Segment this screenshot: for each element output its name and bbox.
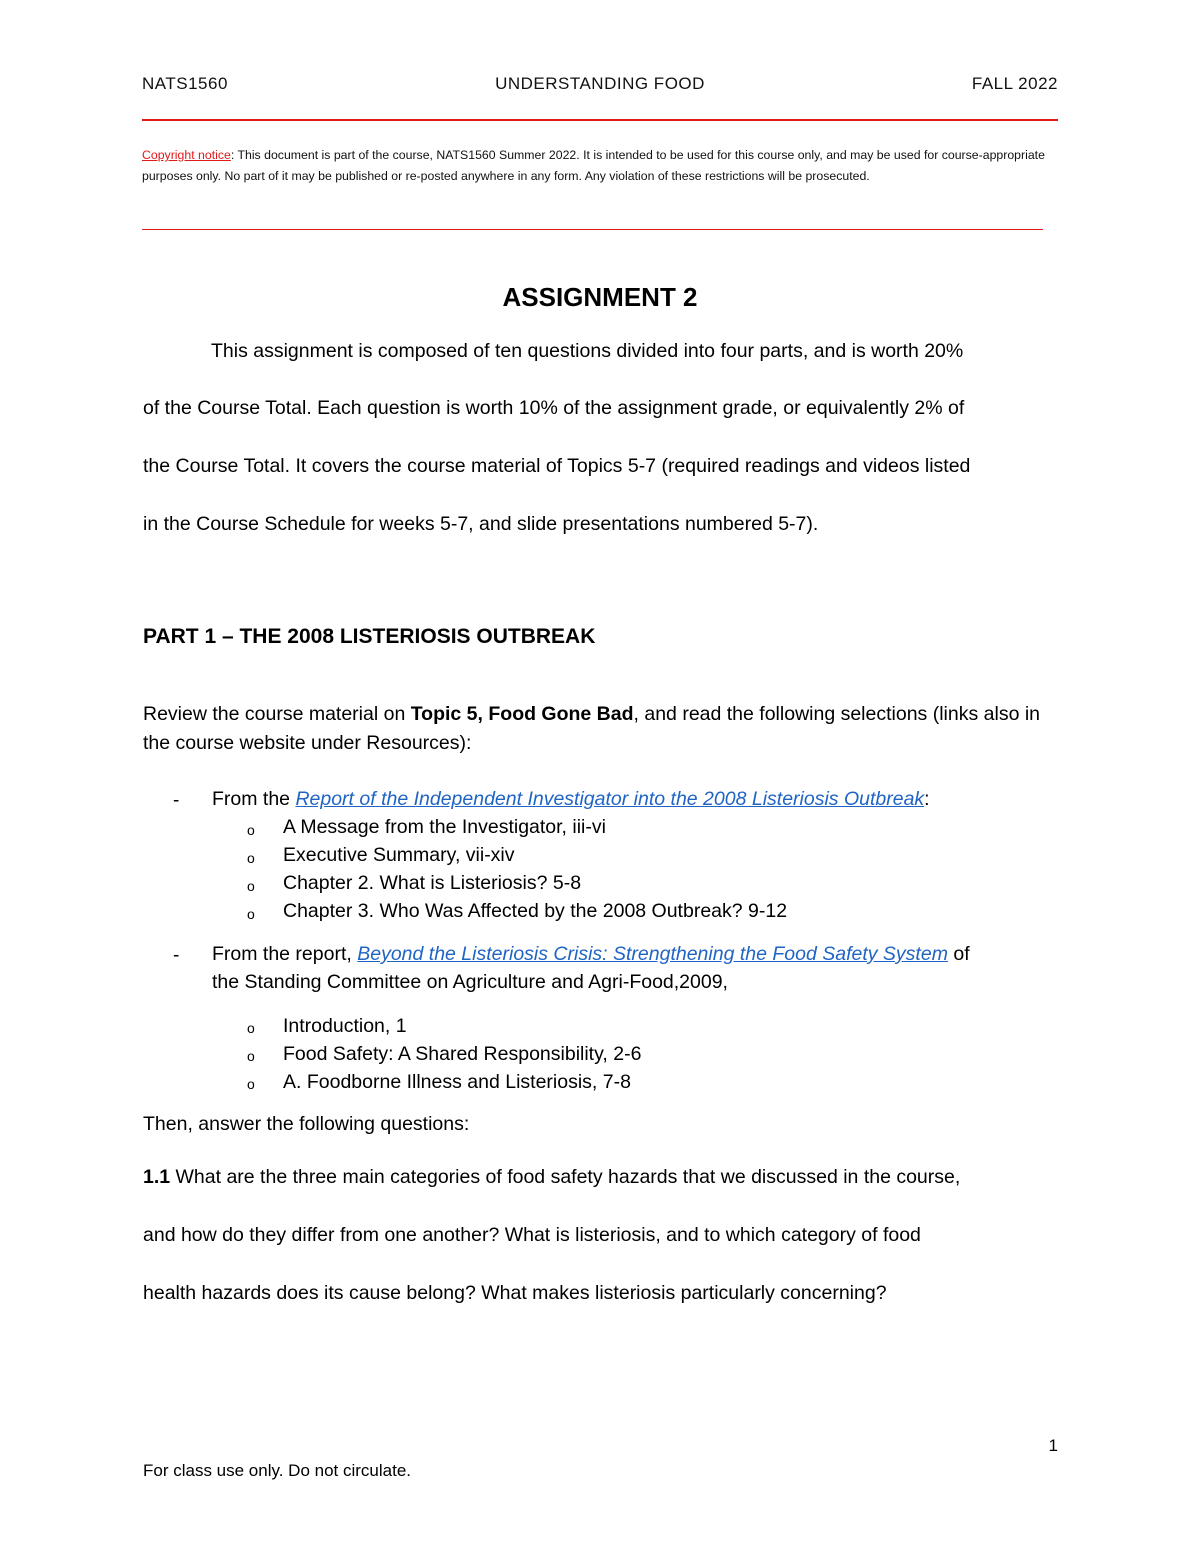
question-1-1-line: and how do they differ from one another? What is listeriosis, and to which category of food <box>143 1224 921 1246</box>
circle-bullet: o <box>247 822 255 838</box>
review-text: , and read the following selections (links also in the course website under Resources): <box>143 703 1041 754</box>
copyright-notice <box>142 145 1047 187</box>
source-2-link[interactable]: Beyond the Listeriosis Crisis: Strengthening the Food Safety System <box>357 943 948 965</box>
page-number: 1 <box>1048 1436 1058 1455</box>
question-1-1-line <box>143 1166 960 1189</box>
source-2-suffix: of <box>947 943 970 965</box>
circle-bullet: o <box>247 906 255 922</box>
review-topic: Topic 5, Food Gone Bad <box>410 703 634 725</box>
source-1-item: Chapter 3. Who Was Affected by the 2008 Outbreak? 9-12 <box>283 900 788 922</box>
source-2-prefix: From the report, <box>212 943 358 965</box>
circle-bullet: o <box>247 1048 255 1064</box>
source-2-line <box>212 943 970 966</box>
source-1-line <box>212 788 930 811</box>
source-1-item: Chapter 2. What is Listeriosis? 5-8 <box>283 872 582 894</box>
copyright-notice-text: : This document is part of the course, NATS1560 Summer 2022. It is intended to be used for this course only, and may be used for course-appropriate purposes only. No part of it may be published or re-posted anywhere in any form. Any violation of these restrictions will be prosecuted. <box>142 148 1045 183</box>
header-course-title: UNDERSTANDING FOOD <box>495 74 705 93</box>
circle-bullet: o <box>247 1076 255 1092</box>
intro-line: the Course Total. It covers the course material of Topics 5-7 (required readings and videos listed <box>143 455 971 477</box>
review-text: Review the course material on <box>143 703 411 725</box>
page-title: ASSIGNMENT 2 <box>502 282 698 312</box>
copyright-notice-label: Copyright notice <box>142 148 231 162</box>
source-1-prefix: From the <box>212 788 296 810</box>
source-1-item: Executive Summary, vii-xiv <box>283 844 515 866</box>
then-instruction: Then, answer the following questions: <box>143 1113 470 1135</box>
intro-line: of the Course Total. Each question is worth 10% of the assignment grade, or equivalently 2% of <box>143 397 965 419</box>
source-1-link[interactable]: Report of the Independent Investigator into the 2008 Listeriosis Outbreak <box>295 788 925 810</box>
source-1-item: A Message from the Investigator, iii-vi <box>283 816 606 838</box>
question-number: 1.1 <box>143 1166 171 1188</box>
circle-bullet: o <box>247 878 255 894</box>
source-2-item: Food Safety: A Shared Responsibility, 2-6 <box>283 1043 642 1065</box>
question-text: What are the three main categories of food safety hazards that we discussed in the course, <box>170 1166 961 1188</box>
circle-bullet: o <box>247 850 255 866</box>
header-course-code: NATS1560 <box>142 74 228 93</box>
intro-line: This assignment is composed of ten questions divided into four parts, and is worth 20% <box>211 340 964 362</box>
dash-bullet: - <box>173 790 180 811</box>
source-1-suffix: : <box>924 788 930 810</box>
review-paragraph <box>143 700 1063 758</box>
dash-bullet: - <box>173 945 180 966</box>
notice-divider <box>142 229 1043 230</box>
part-1-heading: PART 1 – THE 2008 LISTERIOSIS OUTBREAK <box>143 625 596 648</box>
source-2-item: Introduction, 1 <box>283 1015 407 1037</box>
footer-note: For class use only. Do not circulate. <box>143 1461 412 1480</box>
question-1-1-line: health hazards does its cause belong? What makes listeriosis particularly concerning? <box>143 1282 887 1304</box>
source-2-item: A. Foodborne Illness and Listeriosis, 7-8 <box>283 1071 631 1093</box>
header-divider <box>142 119 1058 121</box>
circle-bullet: o <box>247 1020 255 1036</box>
source-2-line-2: the Standing Committee on Agriculture and Agri-Food,2009, <box>212 971 728 993</box>
intro-line: in the Course Schedule for weeks 5-7, and slide presentations numbered 5-7). <box>143 513 819 535</box>
header-term: FALL 2022 <box>971 74 1058 93</box>
